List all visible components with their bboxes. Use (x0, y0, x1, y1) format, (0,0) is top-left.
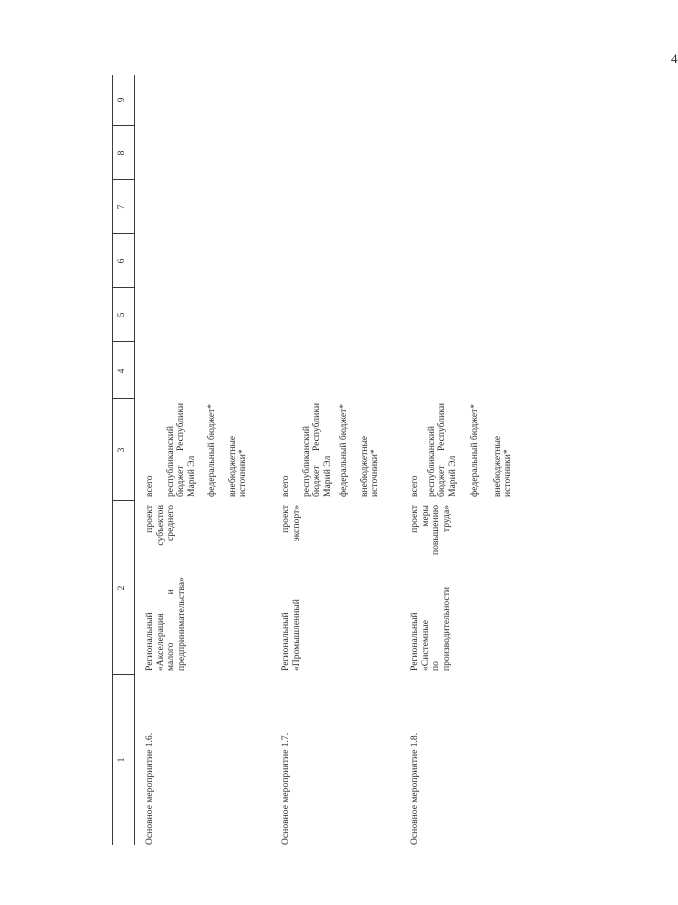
column-divider (112, 287, 134, 288)
project-description: Региональный проект «Системные меры по повышению производительности труда» (409, 505, 452, 671)
column-number: 3 (117, 447, 127, 453)
column-number: 2 (117, 585, 127, 591)
column-divider (112, 233, 134, 234)
column-divider (112, 674, 134, 675)
activity-label: Основное мероприятие 1.7. (280, 732, 291, 845)
column-number: 9 (117, 97, 127, 103)
budget-table (112, 75, 537, 845)
column-number: 5 (117, 312, 127, 318)
activity-label: Основное мероприятие 1.6. (144, 732, 155, 845)
column-number: 6 (117, 258, 127, 264)
funding-sources: всего республиканский бюджет Республики Марий Эл федеральный бюджет* внебюджетные источники* (280, 403, 380, 497)
column-number: 7 (117, 204, 127, 210)
funding-sources: всего республиканский бюджет Республики Марий Эл федеральный бюджет* внебюджетные источники* (409, 403, 513, 497)
column-number: 1 (117, 757, 127, 763)
activity-label: Основное мероприятие 1.8. (409, 732, 420, 845)
page-number: 4 (671, 51, 678, 66)
column-divider (112, 125, 134, 126)
header-bottom-border (134, 75, 135, 845)
funding-sources: всего республиканский бюджет Республики Марий Эл федеральный бюджет* внебюджетные источники* (144, 403, 248, 497)
column-divider (112, 341, 134, 342)
project-description: Региональный проект «Промышленный экспорт» (280, 505, 302, 671)
table-top-border (112, 75, 113, 845)
column-divider (112, 179, 134, 180)
column-number: 4 (117, 368, 127, 374)
column-divider (112, 398, 134, 399)
project-description: Региональный проект «Акселерация субъектов малого и среднего предпринимательства» (144, 505, 187, 671)
column-number: 8 (117, 150, 127, 156)
column-divider (112, 500, 134, 501)
